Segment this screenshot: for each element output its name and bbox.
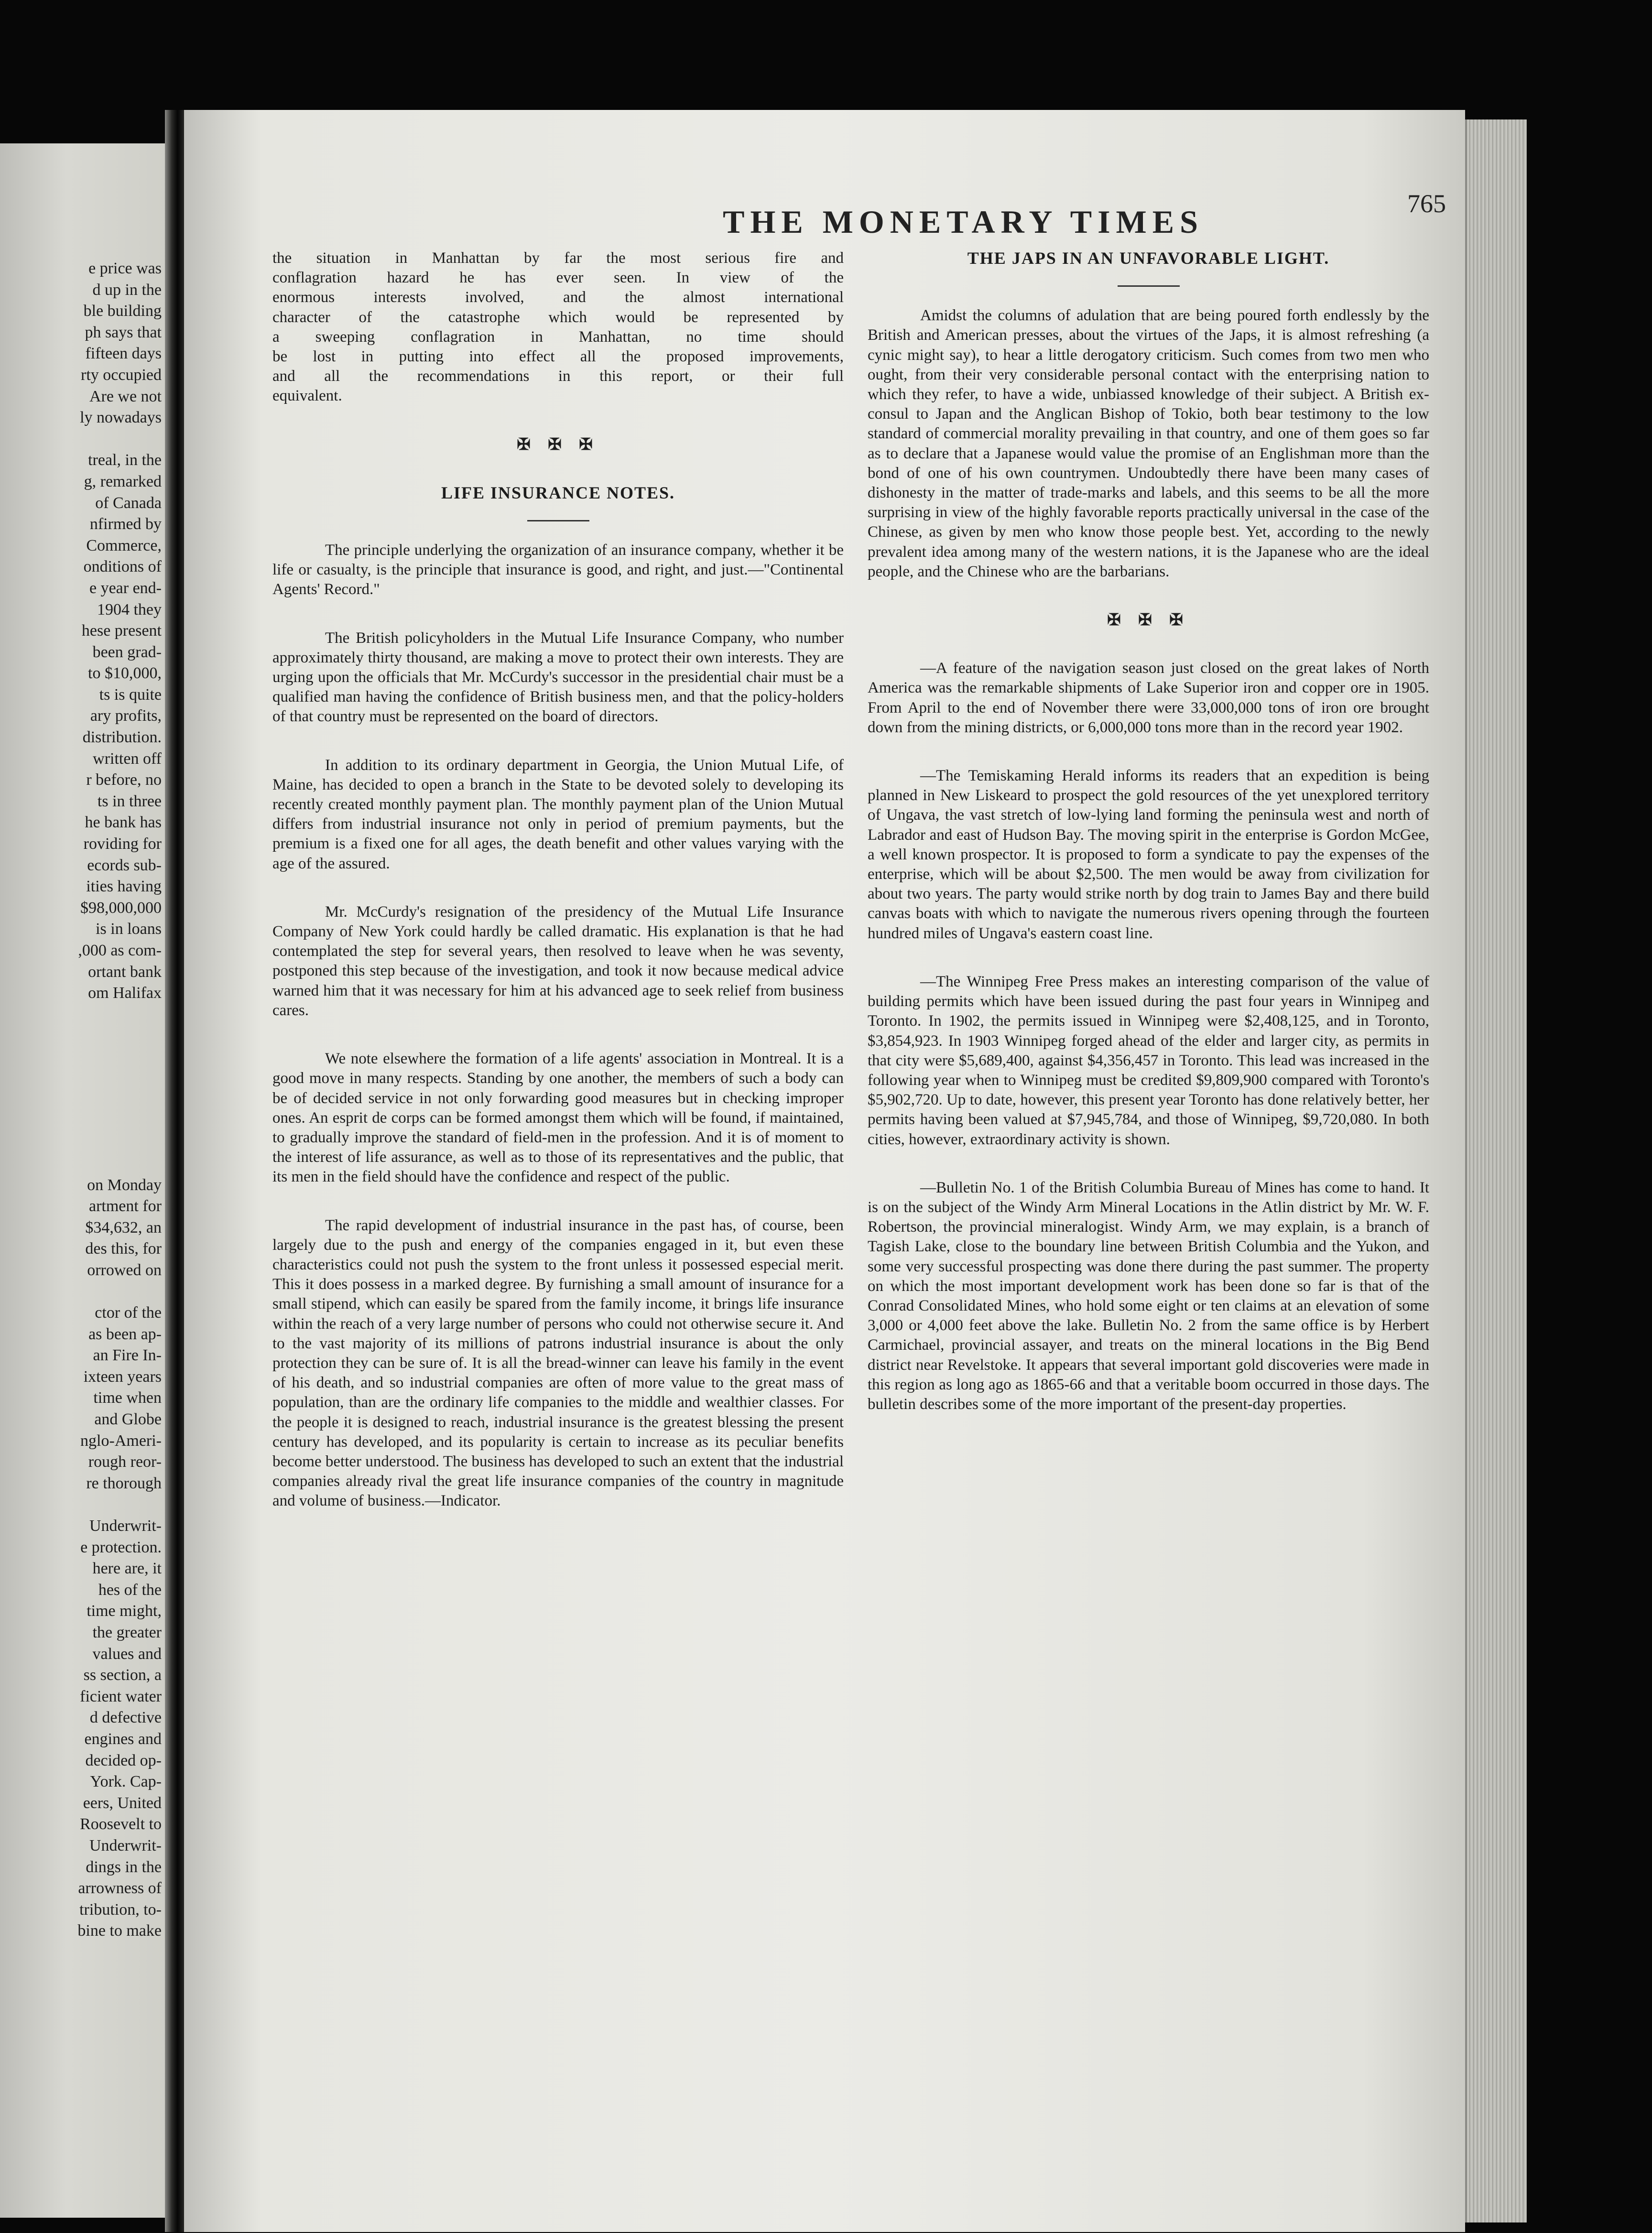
fragment-line [4,1494,162,1516]
fragment-line: rty occupied [81,366,162,384]
fragment-line: e protection. [80,1538,162,1556]
fragment-line [4,429,162,450]
fragment-line: e year end- [89,579,162,597]
fragment-line: g, remarked [84,472,162,490]
fragment-line: tribution, to- [79,1900,162,1919]
fragment-line [4,1132,162,1153]
fragment-line: ctor of the [95,1304,162,1322]
fragment-line: ly nowadays [80,409,162,427]
intro-line: a sweeping conflagration in Manhattan, no time should [272,328,844,346]
fragment-line: onditions of [83,558,162,576]
fragment-line [4,1068,162,1090]
left-column [272,249,844,1511]
fragment-line [4,1047,162,1068]
fragment-line: dings in the [86,1858,162,1876]
article-paragraph: In addition to its ordinary department in Georgia, the Union Mutual Life, of Maine, has decided to open a branch in the State to be devoted solely to developing its recently created monthly payment plan. The monthly payment plan of the Union Mutual differs from industrial insurance not only in period of premium payments, but the premium is a fixed one for all ages, the death benefit and other values varying with the age of the assured. [272,756,844,872]
fragment-line [4,1281,162,1303]
fragment-line: fifteen days [85,345,162,363]
fragment-line: ss section, a [83,1666,162,1684]
fragment-line: $98,000,000 [80,899,162,917]
fragment-line: nglo-Ameri- [80,1431,162,1450]
fragment-line: artment for [89,1197,162,1215]
fragment-line: re thorough [86,1474,162,1492]
fragment-line: values and [92,1645,162,1663]
previous-page-text-fragments [4,258,162,1942]
news-item: —Bulletin No. 1 of the British Columbia Bureau of Mines has come to hand. It is on the subject of the Windy Arm Mineral Locations in the Atlin district by Mr. W. F. Robertson, the provincial mineralogist. Windy Arm, we may explain, is a branch of Tagish Lake, close to the boundary line between British Columbia and the Yukon, and some very successful prospecting was done there during the past summer. The property on which the most important development work has been done so far is that of the Conrad Consolidated Mines, who hold some eight or ten claims at an elevation of some 3,000 or 4,000 feet above the lake. Bulletin No. 2 from the same office is by Herbert Carmichael, provincial assayer, and treats on the mineral locations in the Big Bend district near Revelstoke. It appears that several important gold discoveries were made in this region as long ago as 1865-66 and that a veritable boom occurred in those days. The bulletin describes some of the more important of the present-day properties. [868,1179,1429,1413]
fragment-line: ortant bank [88,963,162,981]
article-paragraph: We note elsewhere the formation of a life agents' association in Montreal. It is a good move in many respects. Standing by one another, the members of such a body can be of decided service in not only forwarding good measures but in checking improper ones. An esprit de corps can be formed amongst them which will be found, if maintained, to gradually improve the standard of field-men in the profession. And it is of moment to the interest of life assurance, as well as to those of its representatives and the public, that its men in the field should have the confidence and respect of the public. [272,1050,844,1186]
fragment-line: $34,632, an [85,1218,162,1236]
fragment-line: written off [93,749,162,768]
intro-line: and all the recommendations in this report, or their full [272,368,844,385]
news-item: —The Temiskaming Herald informs its readers that an expedition is being planned in New Liskeard to prospect the gold resources of the yet unexplored territory of Ungava, the vast stretch of low-lying land forming the peninsula west and north of Labrador and east of Hudson Bay. The moving spirit in the enterprise is Gordon McGee, a well known prospector. It is proposed to form a syndicate to pay the expenses of the enterprise, which will be about $2,500. The men would be away from civilization for about two years. The party would strike north by dog train to James Bay and there build canvas boats with which to navigate the numerous rivers opening through the fourteen hundred miles of Ungava's eastern coast line. [868,767,1429,942]
fragment-line [4,1025,162,1047]
heading-rule [1118,285,1180,287]
fragment-line: Roosevelt to [80,1815,162,1833]
intro-line: enormous interests involved, and the almost international [272,289,844,306]
fragment-line: ,000 as com- [78,942,162,959]
fragment-line: ts is quite [99,685,162,704]
intro-line: conflagration hazard he has ever seen. In view of the [272,269,844,287]
fragment-line: ixteen years [83,1367,162,1386]
fragment-line: the greater [92,1624,162,1641]
intro-line: character of the catastrophe which would be represented by [272,308,844,326]
news-item: —The Winnipeg Free Press makes an interesting comparison of the value of building permits which have been issued during the past four years in Winnipeg and Toronto. In 1902, the permits issued in Winnipeg were $2,408,125, and in Toronto, $3,854,923. In 1903 Winnipeg forged ahead of the elder and larger city, as permits in that city were $5,689,400, against $4,356,457 in Toronto. This lead was increased in the following year when to Winnipeg must be credited $9,809,900 compared with Toronto's $5,902,720. Up to date, however, this present year Toronto has done relatively better, her permits having been valued at $7,945,784, and those of Winnipeg, $9,720,080. In both cities, however, extraordinary activity is shown. [868,973,1429,1148]
fragment-line: on Monday [87,1176,162,1194]
fragment-line: d up in the [92,281,162,299]
fragment-line: nfirmed by [89,515,162,533]
fragment-line: and Globe [94,1410,162,1429]
fragment-line [4,1111,162,1132]
fragment-line: here are, it [92,1560,162,1578]
article-paragraph: The rapid development of industrial insurance in the past has, of course, been largely due to the push and energy of the companies engaged in it, but even these characteristics could not push the system to the front unless it possessed especial merit. This it does possess in a marked degree. By furnishing a small amount of insurance for a small stipend, which can easily be spared from the family income, it brings life insurance within the reach of a very large number of persons who could not otherwise secure it. And to the vast majority of its millions of patrons industrial insurance is about the only protection they can be sure of. It is all the bread-winner can leave his family in the event of his death, and so industrial companies are often of more value to the great mass of population, than are the ordinary life companies to the middle and wealthier classes. For the people it is designed to reach, industrial insurance is the greatest blessing the present century has developed, and its popularity is certain to increase as its peculiar benefits become better understood. The business has developed to such an extent that the industrial companies already rival the great life insurance companies of the country in magnitude and volume of business.—Indicator. [272,1216,844,1510]
fragment-line: orrowed on [87,1261,162,1279]
intro-paragraph [272,249,844,406]
fragment-line: ecords sub- [87,856,162,874]
intro-line: equivalent. [272,387,342,405]
fragment-line: des this, for [85,1240,162,1258]
page-number: 765 [1407,189,1446,218]
news-item: —A feature of the navigation season just closed on the great lakes of North America was the remarkable shipments of Lake Superior iron and copper ore in 1905. From April to the end of November there were 33,000,000 tons of iron ore brought down from the mining districts, or 6,000,000 tons more than in the record year 1902. [868,660,1429,736]
section-ornament: ✠ ✠ ✠ [517,435,599,454]
life-insurance-heading: LIFE INSURANCE NOTES. [441,483,675,502]
fragment-line: 1904 they [97,600,162,618]
intro-lines [272,249,844,406]
article-paragraph: Amidst the columns of adulation that are being poured forth endlessly by the British and American presses, about the virtues of the Japs, it is almost refreshing (a cynic might say), to hear a little derogatory criticism. Such comes from two men who ought, from their very considerable personal contact with the enterprising nation to which they refer, to have a wide, unbiassed knowledge of their subject. A British ex-consul to Japan and the Anglican Bishop of Tokio, both bear testimony to the low standard of commercial morality prevailing in that country, and one of them goes so far as to declare that a Japanese would value the promise of an Englishman more than the bond of one of his own countrymen. Undoubtedly there have been many cases of dishonesty in the matter of trade-marks and labels, and this seems to be all the more surprising in view of the highly favorable reports practically universal in the case of the Chinese, as given by men who know those people best. Yet, according to the newly prevalent idea among many of the western nations, it is the Japanese who are the ideal people, and the Chinese who are the barbarians. [868,307,1429,580]
fragment-line: is in loans [96,920,162,938]
running-title: THE MONETARY TIMES [723,204,1204,240]
fragment-line: Are we not [89,387,162,405]
fragment-line: Underwrit- [89,1517,162,1535]
fragment-line [4,1153,162,1175]
page-edges [1465,119,1527,2222]
right-column [868,249,1429,1414]
fragment-line: om Halifax [88,984,162,1002]
fragment-line: e price was [88,260,162,277]
section-ornament: ✠ ✠ ✠ [1107,611,1190,629]
fragment-line [4,1089,162,1111]
fragment-line: engines and [84,1730,162,1748]
fragment-line: eers, United [83,1794,162,1812]
fragment-line: arrowness of [78,1879,162,1897]
fragment-line: ble building [83,302,162,320]
fragment-line: time when [93,1389,162,1407]
fragment-line: ities having [86,878,162,896]
fragment-line: distribution. [82,728,162,747]
fragment-line: decided op- [85,1751,162,1769]
fragment-line: time might, [87,1602,162,1620]
fragment-line: been grad- [92,643,162,661]
article-paragraph: The British policyholders in the Mutual Life Insurance Company, who number approximately thirty thousand, are making a move to protect their own interests. They are urging upon the officials that Mr. McCurdy's successor in the presidential chair must be a qualified man having the confidence of British business men, and that the policy-holders of that country must be represented on the board of directors. [272,629,844,726]
japs-heading: THE JAPS IN AN UNFAVORABLE LIGHT. [967,249,1330,268]
fragment-line: ficient water [80,1687,162,1705]
fragment-line: hese present [81,622,162,640]
article-paragraph: The principle underlying the organization of an insurance company, whether it be life or casualty, is the principle that insurance is good, and right, and just.—"Continental Agents' Record." [272,542,844,598]
fragment-line: ary profits, [90,707,162,725]
fragment-line: he bank has [85,813,162,832]
fragment-line: to $10,000, [88,664,162,683]
fragment-line: treal, in the [88,451,162,469]
fragment-line: d defective [89,1709,162,1727]
fragment-line: Underwrit- [89,1836,162,1854]
newspaper-page [184,110,1465,2232]
fragment-line: bine to make [77,1922,162,1940]
intro-line: the situation in Manhattan by far the most serious fire and [272,249,844,267]
fragment-line: rough reor- [88,1453,162,1471]
fragment-line: of Canada [95,494,162,512]
fragment-line: ts in three [97,792,162,810]
fragment-line: hes of the [98,1581,162,1599]
fragment-line: roviding for [83,835,162,853]
fragment-line: York. Cap- [90,1773,162,1791]
fragment-line: Commerce, [86,536,162,554]
fragment-line: an Fire In- [93,1346,162,1365]
fragment-line: r before, no [86,771,162,789]
fragment-line: as been ap- [88,1325,162,1343]
intro-line: be lost in putting into effect all the proposed improvements, [272,348,844,366]
heading-rule [527,520,589,521]
fragment-line: ph says that [85,323,162,341]
fragment-line [4,1004,162,1026]
previous-page [0,143,165,2218]
article-paragraph: Mr. McCurdy's resignation of the presidency of the Mutual Life Insurance Company of New York could hardly be called dramatic. His explanation is that he had contemplated the step for several years, then resolved to leave when he was seventy, postponed this step because of the investigation, and took it now because medical advice warned him that it was necessary for him at his advanced age to seek relief from business cares. [272,903,844,1019]
